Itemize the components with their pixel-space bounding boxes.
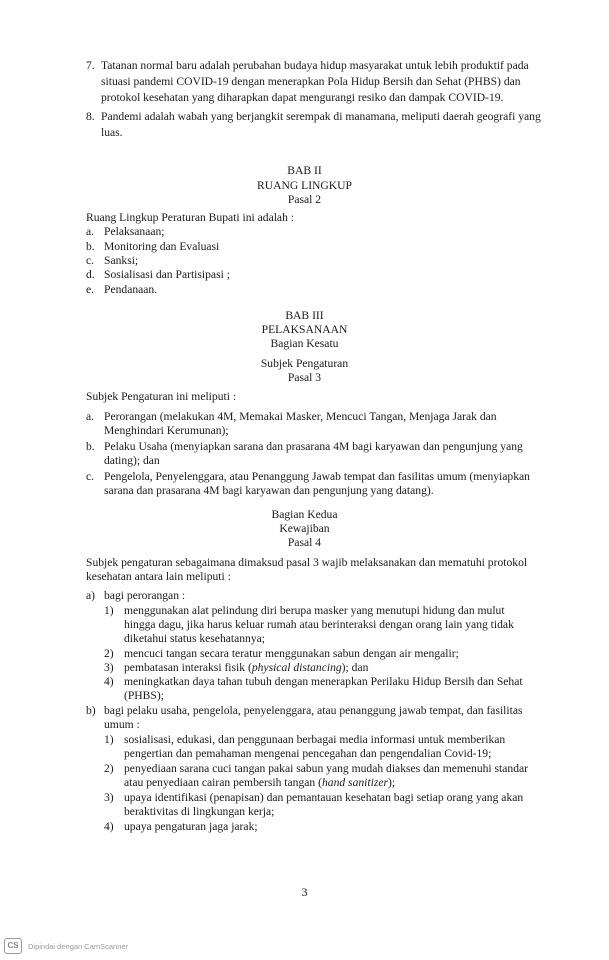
list-marker: c.: [86, 254, 95, 267]
list-item: Pelaksanaan;: [104, 225, 165, 238]
list-marker: b): [86, 704, 96, 717]
kewajiban-b2-line-2: atau penyediaan cairan pembersih tangan (hand sanitizer);: [124, 776, 396, 789]
subjek-a-line-2: Menghindari Kerumunan);: [104, 424, 229, 437]
list-marker: a): [86, 589, 96, 602]
list-marker: b.: [86, 440, 95, 453]
bagian-kesatu-heading: Bagian Kesatu: [270, 337, 339, 350]
subjek-b-line-2: dating); dan: [104, 454, 160, 467]
kewajiban-a1-line-3: diketahui status kesehatannya;: [124, 632, 266, 645]
list-marker: a.: [86, 410, 95, 423]
kewajiban-a4-line-1: meningkatkan daya tahan tubuh dengan menerapkan Perilaku Hidup Bersih dan Sehat: [124, 675, 523, 688]
bab-2-intro: Ruang Lingkup Peraturan Bupati ini adalah :: [86, 211, 294, 224]
list-marker: e.: [86, 283, 95, 296]
list-marker: 4): [104, 675, 114, 688]
kewajiban-a1-line-2: hingga dagu, jika harus keluar rumah atau berinteraksi dengan orang lain yang tidak: [124, 618, 514, 631]
bab-3-subtitle: PELAKSANAAN: [261, 323, 348, 336]
bagian-kedua-heading: Bagian Kedua: [271, 508, 338, 521]
italic-term: physical distancing: [251, 661, 342, 674]
list-item: Pendanaan.: [104, 283, 158, 296]
kewajiban-a-label: bagi perorangan :: [104, 589, 186, 602]
camscanner-logo-icon: CS: [4, 938, 22, 954]
list-marker: c.: [86, 470, 95, 483]
list-item: Monitoring dan Evaluasi: [104, 240, 220, 253]
list-marker: b.: [86, 240, 95, 253]
bab-2-subtitle: RUANG LINGKUP: [256, 179, 352, 192]
bab-3-intro: Subjek Pengaturan ini meliputi :: [86, 390, 237, 403]
kewajiban-b4-line-1: upaya pengaturan jaga jarak;: [124, 820, 258, 833]
kewajiban-heading: Kewajiban: [279, 522, 330, 535]
list-marker: 2): [104, 647, 114, 660]
item-7-marker: 7.: [86, 59, 95, 72]
list-marker: 4): [104, 820, 114, 833]
pasal-4-intro-line-2: kesehatan antara lain meliputi :: [86, 570, 231, 583]
subjek-c-line-2: sarana dan prasarana 4M bagi karyawan dan pengunjung yang datang).: [104, 484, 434, 497]
scanner-watermark-text: Dipindai dengan CamScanner: [28, 941, 129, 951]
subjek-c-line-1: Pengelola, Penyelenggara, atau Penanggung Jawab tempat dan fasilitas umum (menyiapkan: [104, 470, 530, 483]
list-item: Sanksi;: [104, 254, 139, 267]
kewajiban-b2-line-1: penyediaan sarana cuci tangan pakai sabun yang mudah diakses dan memenuhi standar: [124, 762, 529, 775]
kewajiban-b1-line-1: sosialisasi, edukasi, dan penggunaan berbagai media informasi untuk memberikan: [124, 733, 506, 746]
kewajiban-a1-line-1: menggunakan alat pelindung diri berupa masker yang menutupi hidung dan mulut: [124, 604, 505, 617]
kewajiban-b3-line-2: beraktivitas di lingkungan kerja;: [124, 805, 275, 818]
kewajiban-b3-line-1: upaya identifikasi (penapisan) dan pemantauan kesehatan bagi setiap orang yang akan: [124, 791, 524, 804]
list-marker: 1): [104, 733, 114, 746]
bab-3-title: BAB III: [285, 309, 324, 322]
item-7-line-2: situasi pandemi COVID-19 dengan menerapkan Pola Hidup Bersih dan Sehat (PHBS) dan: [101, 75, 521, 88]
kewajiban-b-line-2: umum :: [104, 718, 140, 731]
subjek-pengaturan-heading: Subjek Pengaturan: [260, 357, 349, 370]
italic-term: hand sanitizer: [321, 776, 388, 789]
list-marker: d.: [86, 268, 95, 281]
item-8-marker: 8.: [86, 110, 95, 123]
pasal-2-heading: Pasal 2: [287, 193, 322, 206]
scanner-watermark: [4, 937, 128, 955]
list-marker: 2): [104, 762, 114, 775]
kewajiban-a2-line-1: mencuci tangan secara teratur menggunakan sabun dengan air mengalir;: [124, 647, 459, 660]
item-7-line-1: Tatanan normal baru adalah perubahan budaya hidup masyarakat untuk lebih produktif pada: [101, 59, 529, 72]
bab-2-title: BAB II: [287, 164, 322, 177]
item-7-line-3: protokol kesehatan yang diharapkan dapat mengurangi resiko dan dampak COVID-19.: [101, 91, 504, 104]
kewajiban-a4-line-2: (PHBS);: [124, 689, 164, 702]
kewajiban-a3-line-1: pembatasan interaksi fisik (physical distancing); dan: [124, 661, 369, 674]
subjek-a-line-1: Perorangan (melakukan 4M, Memakai Masker, Mencuci Tangan, Menjaga Jarak dan: [104, 410, 497, 423]
list-marker: 1): [104, 604, 114, 617]
pasal-4-intro-line-1: Subjek pengaturan sebagaimana dimaksud pasal 3 wajib melaksanakan dan mematuhi protokol: [86, 556, 528, 569]
item-8-line-2: luas.: [101, 126, 123, 139]
list-item: Sosialisasi dan Partisipasi ;: [104, 268, 230, 281]
item-8-line-1: Pandemi adalah wabah yang berjangkit serempak di manamana, meliputi daerah geografi yang: [101, 110, 541, 123]
kewajiban-b1-line-2: pengertian dan pemahaman mengenai pencegahan dan pengendalian Covid-19;: [124, 747, 492, 760]
list-marker: a.: [86, 225, 95, 238]
list-marker: 3): [104, 791, 114, 804]
subjek-b-line-1: Pelaku Usaha (menyiapkan sarana dan prasarana 4M bagi karyawan dan pengunjung yang: [104, 440, 523, 453]
list-marker: 3): [104, 661, 114, 674]
kewajiban-b-line-1: bagi pelaku usaha, pengelola, penyelenggara, atau penanggung jawab tempat, dan fasilitas: [104, 704, 523, 717]
pasal-3-heading: Pasal 3: [287, 371, 322, 384]
page-number: 3: [301, 885, 308, 899]
pasal-4-heading: Pasal 4: [287, 536, 322, 549]
